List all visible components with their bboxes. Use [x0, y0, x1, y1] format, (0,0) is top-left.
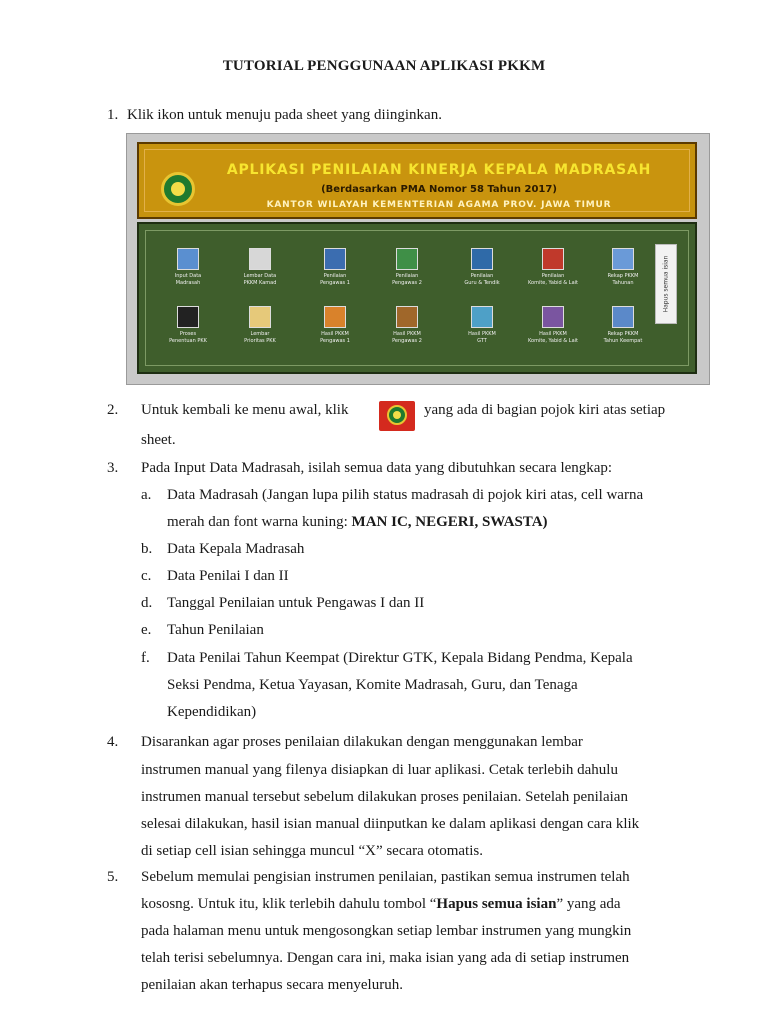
menu-tile-icon — [177, 306, 199, 328]
step-text-after: yang ada di bagian pojok kiri atas setiap — [424, 402, 666, 418]
menu-tile-icon — [471, 306, 493, 328]
menu-tile-label: Penilaian Pengawas 2 — [392, 273, 422, 286]
menu-tile-icon — [396, 248, 418, 270]
menu-tile[interactable] — [522, 306, 584, 345]
menu-tile[interactable] — [376, 248, 438, 287]
menu-tile[interactable] — [229, 306, 291, 345]
menu-tile-icon — [542, 306, 564, 328]
menu-tile[interactable] — [592, 306, 654, 345]
menu-tile[interactable] — [451, 248, 513, 287]
menu-tile-icon — [177, 248, 199, 270]
step-number: 2. — [107, 402, 119, 418]
menu-tile-icon — [612, 306, 634, 328]
step-number: 5. — [107, 869, 119, 885]
app-subtitle: (Berdasarkan PMA Nomor 58 Tahun 2017) — [321, 184, 557, 195]
app-banner — [137, 142, 697, 219]
menu-tile-label: Penilaian Pengawas 1 — [320, 273, 350, 286]
menu-tile-label: Proses Penentuan PKK — [169, 331, 207, 344]
menu-tile-icon — [249, 306, 271, 328]
menu-tile-label: Rekap PKKM Tahun Keempat — [603, 331, 643, 344]
menu-tile[interactable] — [522, 248, 584, 287]
menu-tile-label: Hasil PKKM Komite, Yabid & Lait — [527, 331, 578, 344]
app-screenshot — [126, 133, 710, 385]
menu-tile-label: Hasil PKKM Pengawas 2 — [392, 331, 422, 344]
menu-tile-icon — [471, 248, 493, 270]
menu-tile[interactable] — [157, 248, 219, 287]
menu-tile[interactable] — [376, 306, 438, 345]
menu-tile-label: Penilaian Guru & Tendik — [464, 273, 500, 286]
step-text: Pada Input Data Madrasah, isilah semua data yang dibutuhkan secara lengkap: — [141, 460, 613, 476]
menu-tile-icon — [542, 248, 564, 270]
menu-tile[interactable] — [157, 306, 219, 345]
menu-tile[interactable] — [229, 248, 291, 287]
app-office: KANTOR WILAYAH KEMENTERIAN AGAMA PROV. JAWA TIMUR — [266, 200, 612, 210]
menu-tile-label: Lembar Prioritas PKK — [244, 331, 276, 344]
menu-tile-icon — [612, 248, 634, 270]
page-title: TUTORIAL PENGGUNAAN APLIKASI PKKM — [222, 58, 546, 74]
step-text-before: Untuk kembali ke menu awal, klik — [141, 402, 349, 418]
step-number: 4. — [107, 734, 119, 750]
step-number: 3. — [107, 460, 119, 476]
menu-tile-label: Rekap PKKM Tahunan — [607, 273, 639, 286]
menu-tile[interactable] — [304, 306, 366, 345]
kemenag-logo-icon — [161, 172, 195, 206]
step-text-line2: sheet. — [141, 432, 176, 448]
menu-tile[interactable] — [592, 248, 654, 287]
menu-tile-icon — [324, 306, 346, 328]
menu-tile-label: Input Data Madrasah — [174, 273, 202, 286]
menu-tile[interactable] — [304, 248, 366, 287]
step-text: Klik ikon untuk menuju pada sheet yang diinginkan. — [127, 107, 442, 123]
menu-tile-icon — [324, 248, 346, 270]
menu-tile-label: Lembar Data PKKM Kamad — [243, 273, 277, 286]
menu-tile-icon — [249, 248, 271, 270]
app-menu — [137, 222, 697, 374]
app-title: APLIKASI PENILAIAN KINERJA KEPALA MADRASAH — [226, 162, 652, 178]
hapus-semua-isian-button[interactable]: Hapus semua isian — [655, 244, 677, 324]
menu-tile-icon — [396, 306, 418, 328]
step-number: 1. — [107, 107, 119, 123]
menu-tile[interactable] — [451, 306, 513, 345]
menu-tile-label: Penilaian Komite, Yabid & Lait — [527, 273, 578, 286]
menu-tile-label: Hasil PKKM GTT — [468, 331, 496, 344]
menu-tile-label: Hasil PKKM Pengawas 1 — [320, 331, 350, 344]
